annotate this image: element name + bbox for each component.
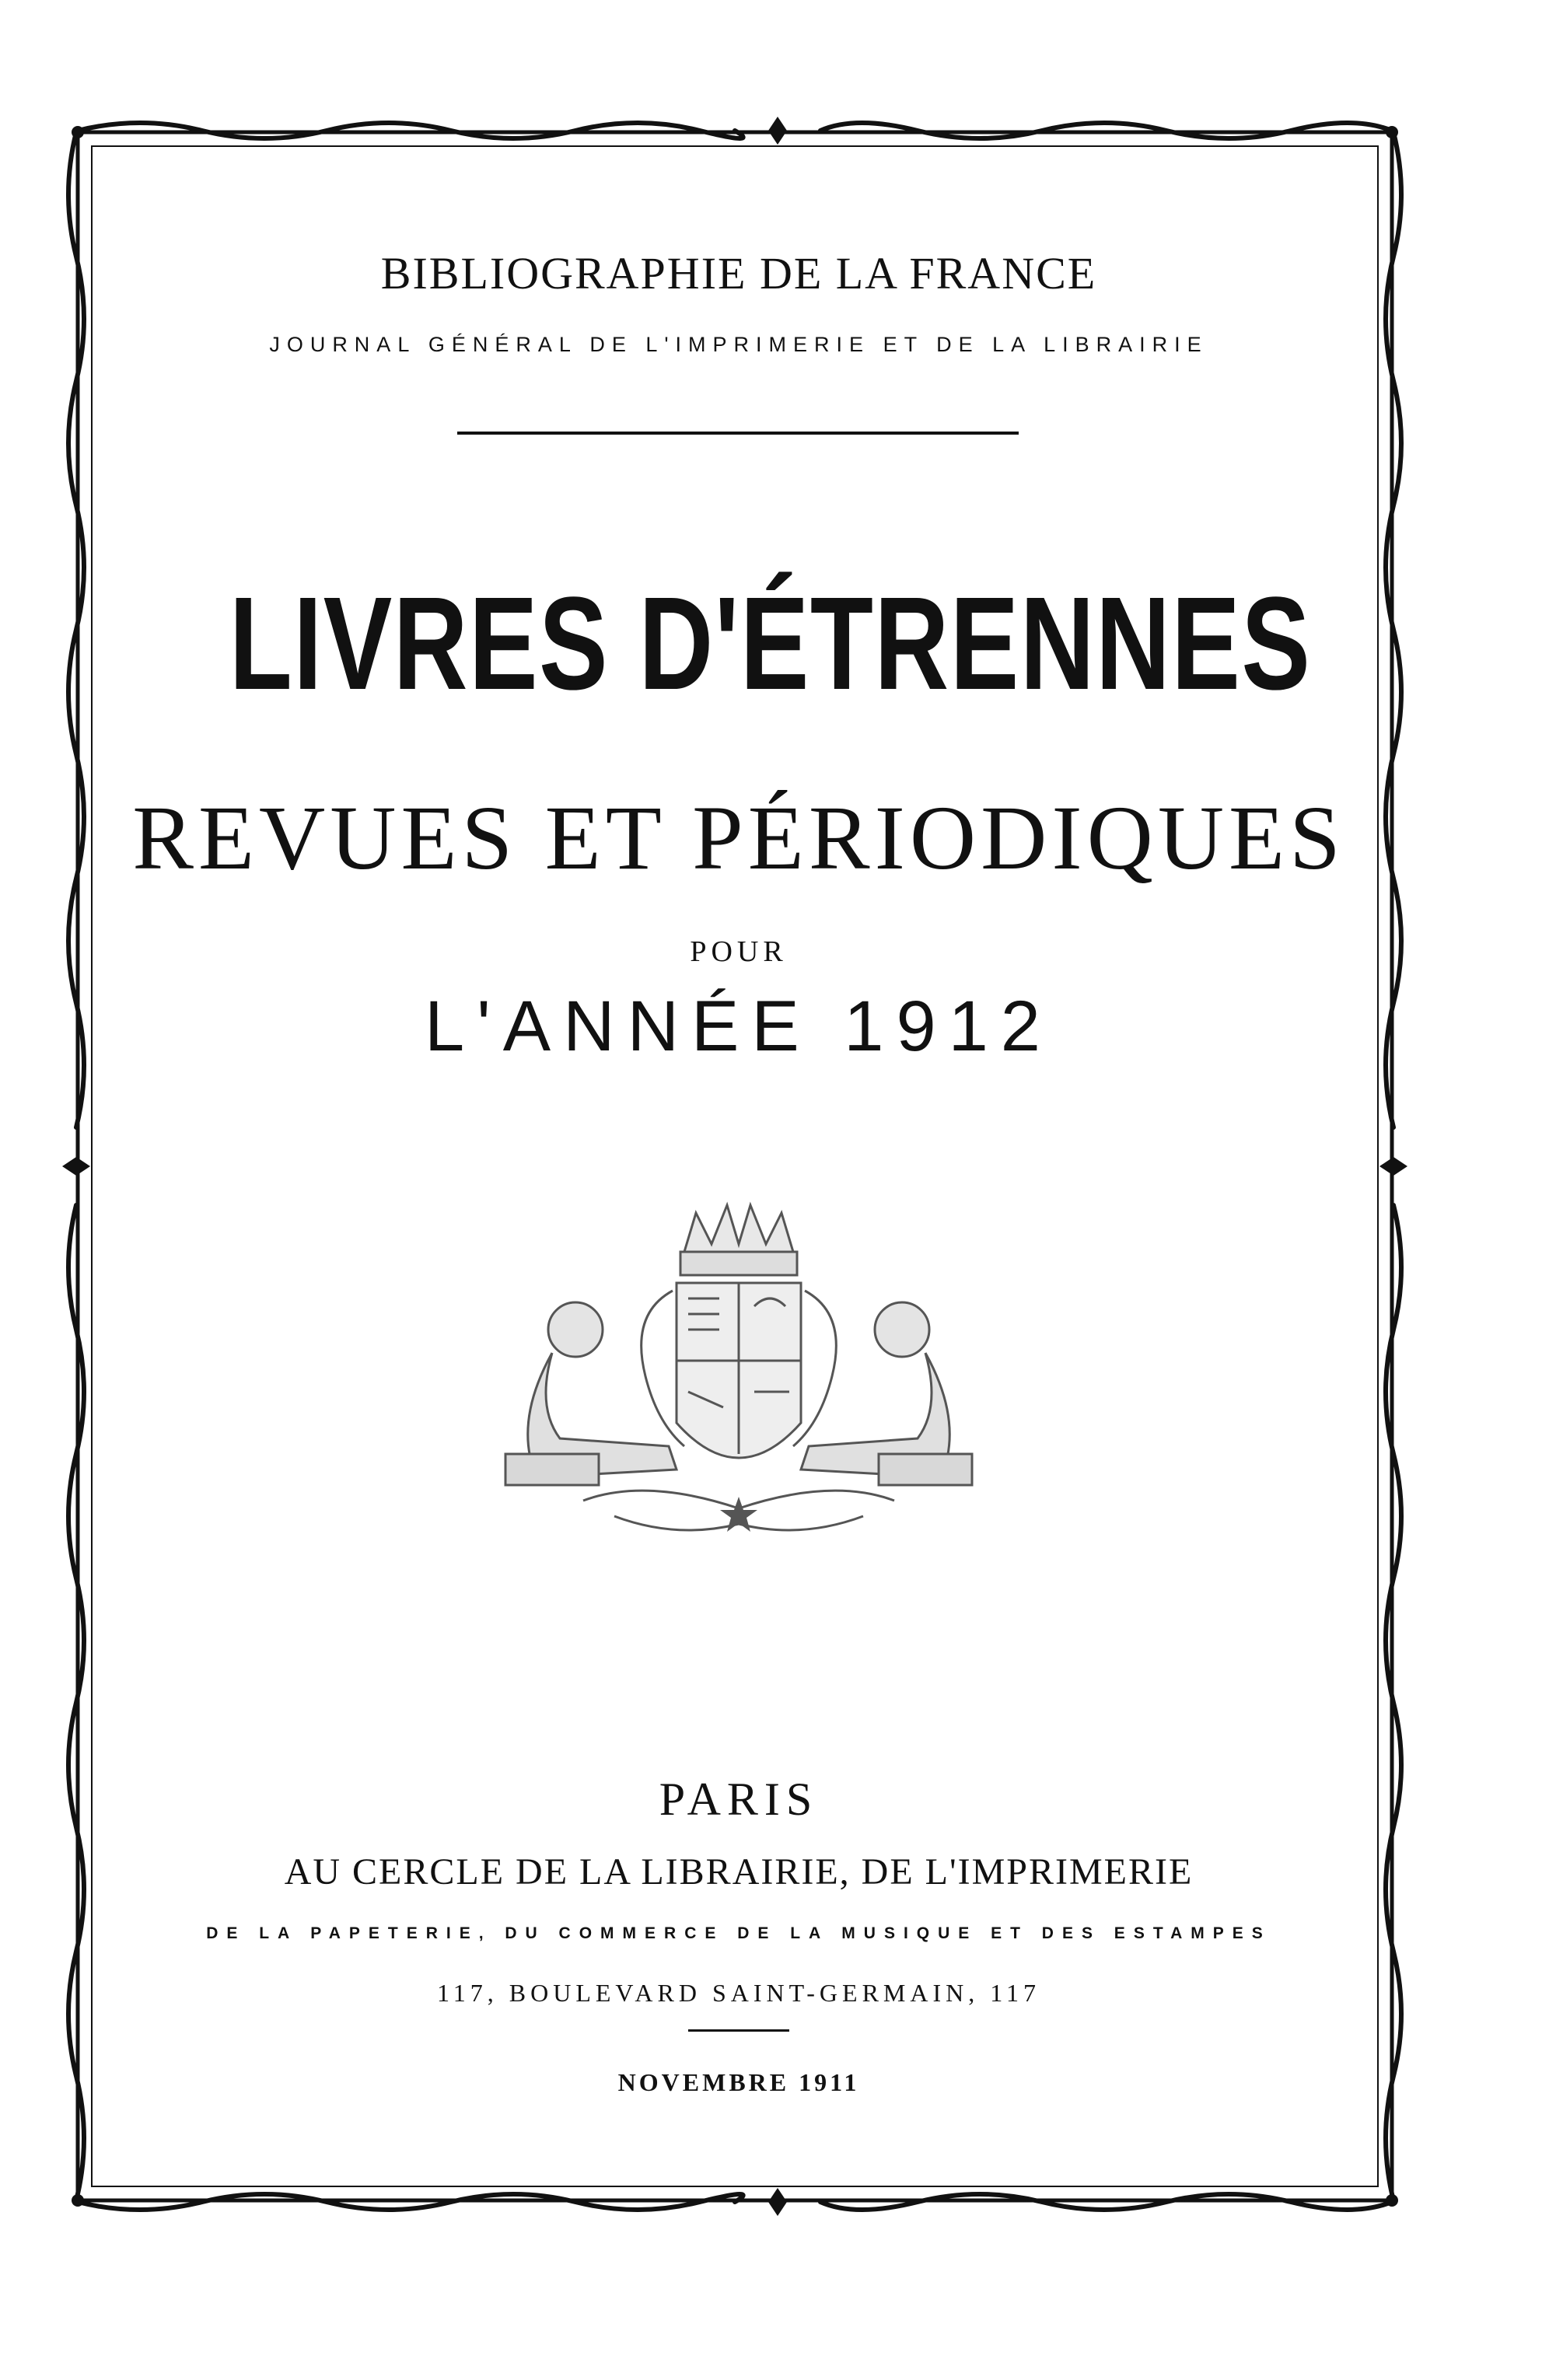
- subtitle: REVUES ET PÉRIODIQUES: [132, 787, 1345, 889]
- main-title: LIVRES D'ÉTRENNES: [229, 570, 1312, 718]
- publisher-line-1: AU CERCLE DE LA LIBRAIRIE, DE L'IMPRIMERIE: [284, 1851, 1194, 1892]
- date-divider: [688, 2029, 789, 2032]
- publication-date: NOVEMBRE 1911: [617, 2068, 860, 2096]
- header-divider: [457, 432, 1019, 435]
- coat-of-arms-emblem: [490, 1190, 988, 1547]
- header-title: BIBLIOGRAPHIE DE LA FRANCE: [380, 248, 1097, 299]
- year-line: L'ANNÉE 1912: [425, 987, 1053, 1066]
- publisher-line-2: DE LA PAPETERIE, DU COMMERCE DE LA MUSIQUE ET DES ESTAMPES: [206, 1924, 1271, 1942]
- imprint-city: PARIS: [659, 1774, 819, 1825]
- connector-word: POUR: [690, 935, 788, 968]
- publisher-address: 117, BOULEVARD SAINT-GERMAIN, 117: [436, 1979, 1041, 2007]
- header-subtitle: JOURNAL GÉNÉRAL DE L'IMPRIMERIE ET DE LA LIBRAIRIE: [269, 333, 1208, 356]
